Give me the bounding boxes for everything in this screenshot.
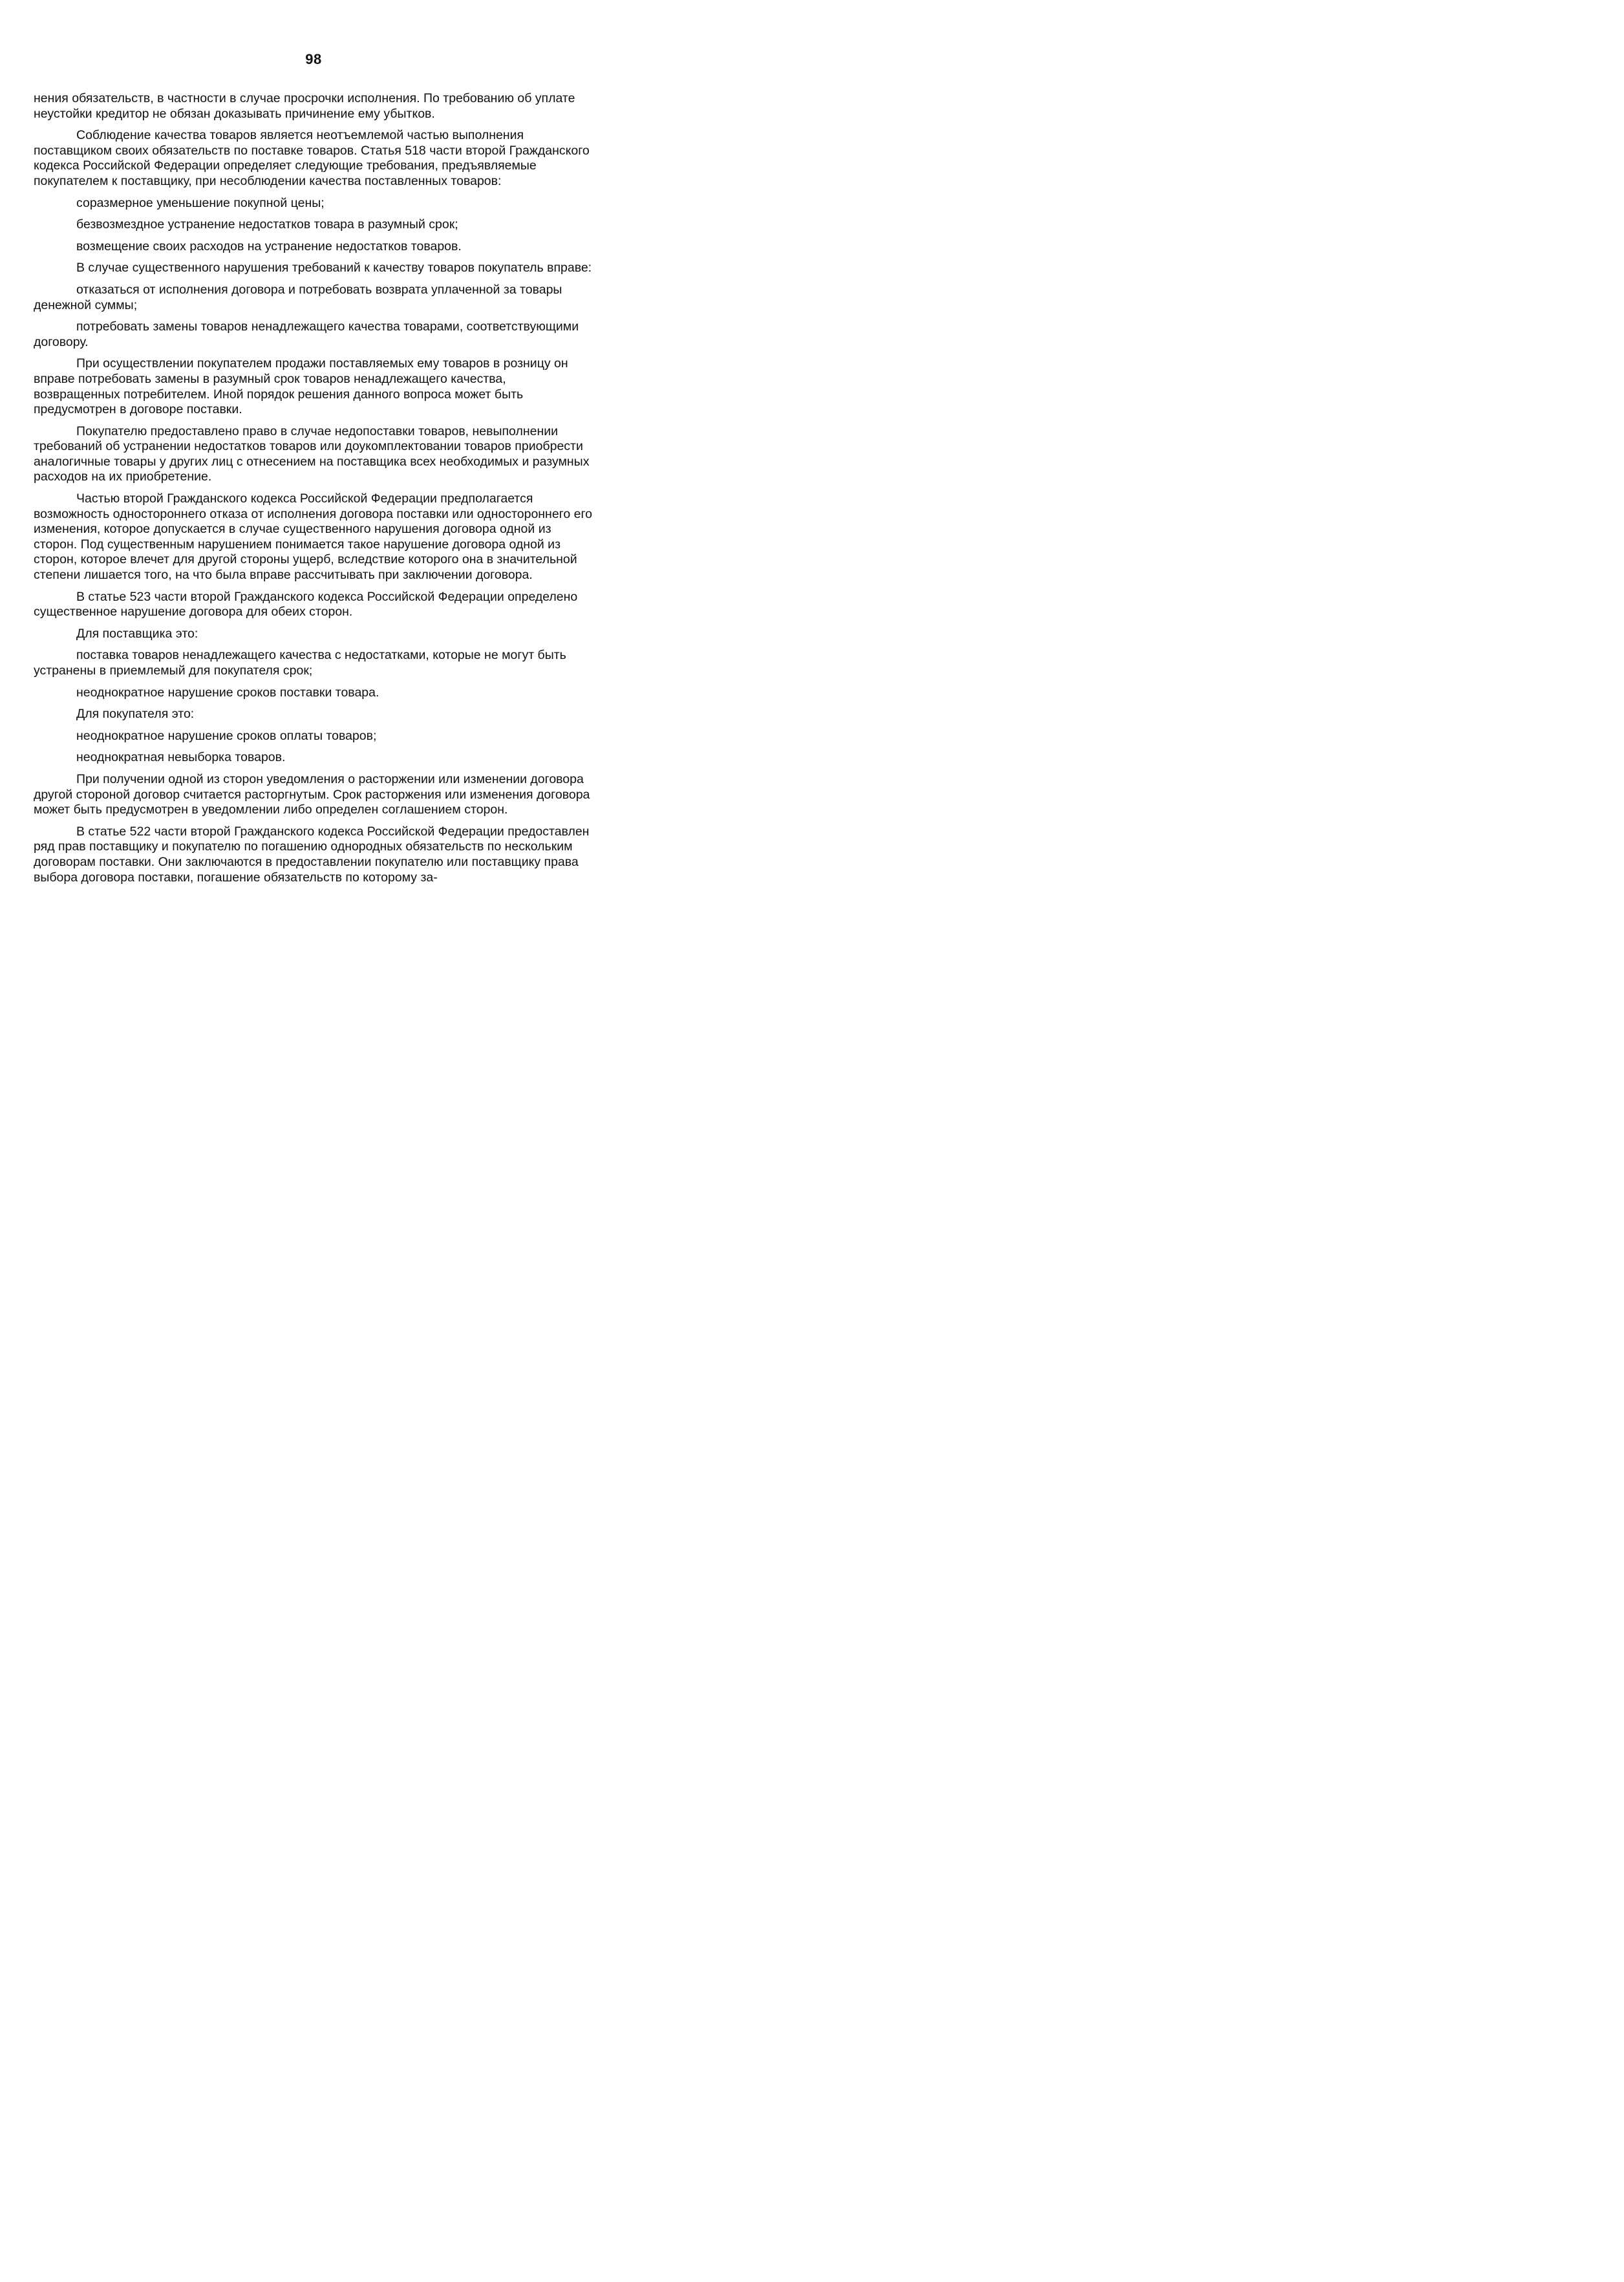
paragraph: Для покупателя это:: [76, 707, 195, 722]
list-item: возмещение своих расходов на устранение недостатков товаров.: [76, 239, 462, 253]
page-number: 98: [305, 51, 322, 67]
paragraph: нения обязательств, в частности в случае просрочки исполнения. По требованию об уплате неустойки кредитор не обязан доказывать причинение ему убытков.: [34, 91, 575, 121]
list-item: соразмерное уменьшение покупной цены;: [76, 195, 325, 210]
paragraph: В статье 522 части второй Гражданского кодекса Российской Федерации предоставлен ряд прав поставщику и покупателю по погашению однородных обязательств по нескольким договорам поставки. Они заключаются в предоставлении покупателю или поставщику права выбора договора поставки, погашение обязательств по которому за-: [34, 824, 590, 885]
paragraph: В статье 523 части второй Гражданского кодекса Российской Федерации определено существенное нарушение договора для обеих сторон.: [34, 589, 578, 619]
paragraph: В случае существенного нарушения требований к качеству товаров покупатель вправе:: [76, 261, 592, 275]
list-item: неоднократная невыборка товаров.: [76, 750, 286, 765]
list-item: поставка товаров ненадлежащего качества с недостатками, которые не могут быть устранены в приемлемый для покупателя срок;: [34, 648, 566, 678]
paragraph: Для поставщика это:: [76, 626, 198, 641]
body-text: [34, 91, 593, 892]
document-page: [0, 0, 723, 1017]
paragraph: Покупателю предоставлено право в случае недопоставки товаров, невыполнении требований об устранении недостатков товаров или доукомплектовании товаров приобрести аналогичные товары у других лиц с отнесением на поставщика всех необходимых и разумных расходов на их приобретение.: [34, 424, 590, 484]
paragraph: Соблюдение качества товаров является неотъемлемой частью выполнения поставщиком своих обязательств по поставке товаров. Статья 518 части второй Гражданского кодекса Российской Федерации определяет следующие требования, предъявляемые покупателем к поставщику, при несоблюдении качества поставленных товаров:: [34, 128, 590, 188]
list-item: неоднократное нарушение сроков поставки товара.: [76, 685, 379, 700]
list-item: неоднократное нарушение сроков оплаты товаров;: [76, 728, 377, 743]
paragraph: При осуществлении покупателем продажи поставляемых ему товаров в розницу он вправе потребовать замены в разумный срок товаров ненадлежащего качества, возвращенных потребителем. Иной порядок решения данного вопроса может быть предусмотрен в договоре поставки.: [34, 356, 568, 417]
list-item: безвозмездное устранение недостатков товара в разумный срок;: [76, 217, 458, 232]
list-item: потребовать замены товаров ненадлежащего качества товарами, соответствующими договору.: [34, 319, 579, 349]
paragraph: При получении одной из сторон уведомления о расторжении или изменении договора другой стороной договор считается расторгнутым. Срок расторжения или изменения договора может быть предусмотрен в уведомлении либо определен соглашением сторон.: [34, 771, 590, 817]
paragraph: Частью второй Гражданского кодекса Российской Федерации предполагается возможность одностороннего отказа от исполнения договора поставки или одностороннего его изменения, которое допускается в случае существенного нарушения договора одной из сторон. Под существенным нарушением понимается такое нарушение договора одной из сторон, которое влечет для другой стороны ущерб, вследствие которого она в значительной степени лишается того, на что была вправе рассчитывать при заключении договора.: [34, 491, 592, 583]
list-item: отказаться от исполнения договора и потребовать возврата уплаченной за товары денежной суммы;: [34, 282, 562, 312]
